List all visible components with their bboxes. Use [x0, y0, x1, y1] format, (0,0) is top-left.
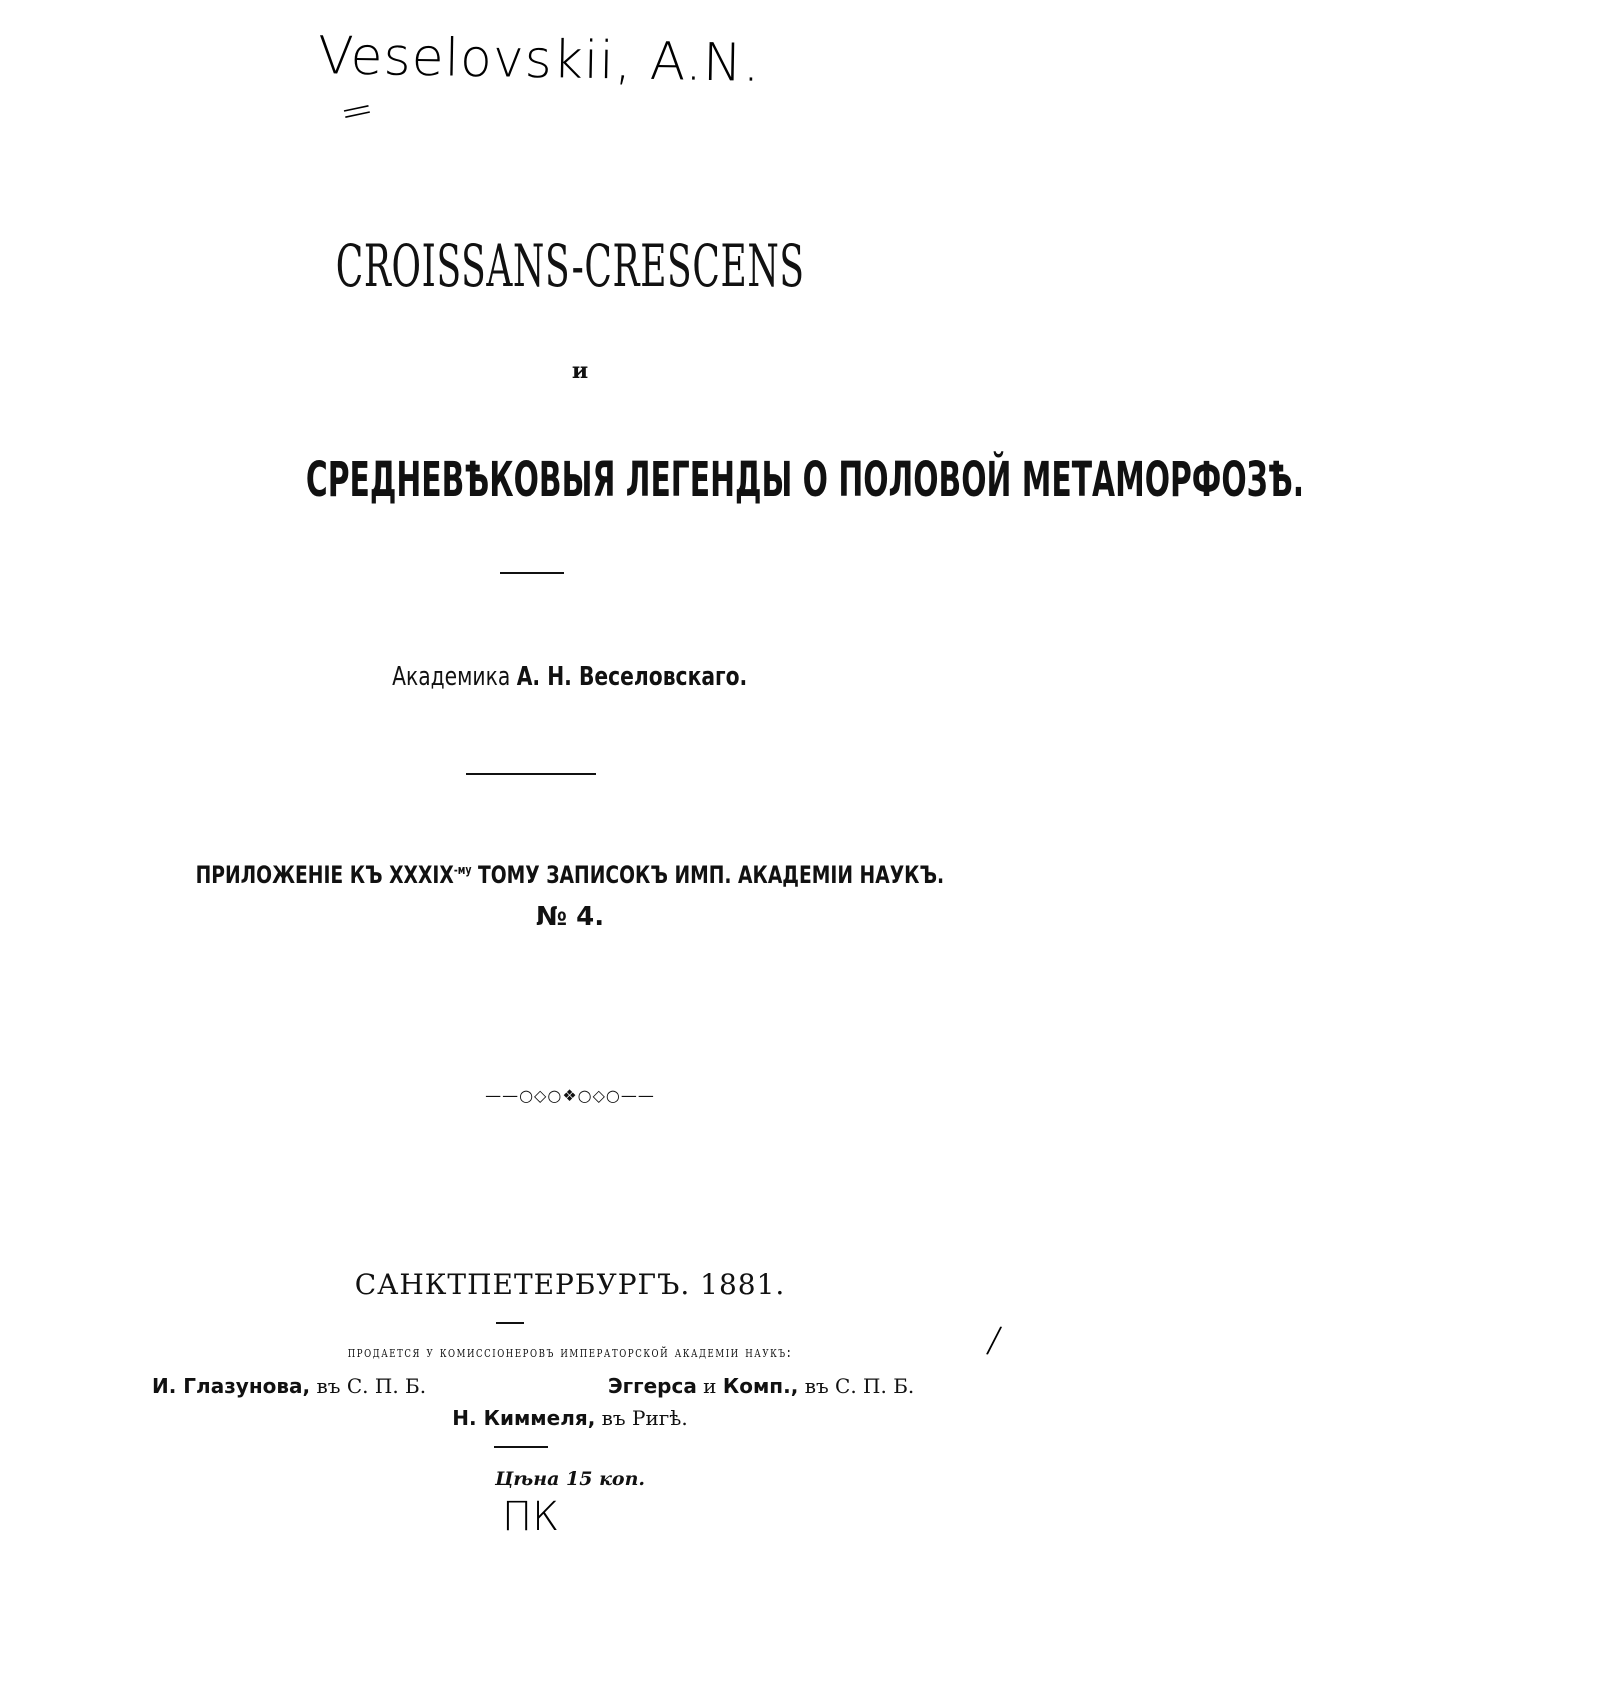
subtitle-text: СРЕДНЕВѢКОВЫЯ ЛЕГЕНДЫ О ПОЛОВОЙ МЕТАМОРФОЗѢ. [305, 452, 1305, 508]
supplement-superscript: -му [453, 863, 472, 877]
subtitle [0, 452, 1305, 508]
page-title-text: CROISSANS-CRESCENS [335, 232, 805, 300]
handwritten-margin-mark: / [984, 1319, 1004, 1362]
seller-name: Н. Киммеля, [452, 1406, 596, 1430]
ornament-rule: ——○◇○❖○◇○—— [485, 1086, 655, 1105]
conjunction: и [571, 358, 589, 384]
seller-name: Эггерса [608, 1374, 697, 1398]
handwritten-bottom-mark: ПК [502, 1494, 560, 1540]
seller-glazunov [152, 1374, 426, 1398]
price: Цѣна 15 коп. [494, 1468, 646, 1490]
divider-rule [466, 773, 596, 775]
seller-place: въ Ригѣ. [601, 1406, 688, 1430]
sold-by-line: продается у комиссіонеровъ императорской академіи наукъ: [347, 1342, 793, 1361]
supplement-start: ПРИЛОЖЕНІЕ КЪ XXXIX [195, 861, 454, 889]
author-prefix: Академика [392, 662, 511, 692]
seller-eggers [608, 1374, 914, 1398]
supplement-end: ТОМУ ЗАПИСОКЪ ИМП. АКАДЕМІИ НАУКЪ. [478, 861, 945, 889]
handwritten-author-note: Veselovskii, A.N. [317, 26, 761, 94]
issue-number: № 4. [535, 902, 605, 932]
handwritten-equals-mark: = [335, 85, 378, 137]
seller-name: И. Глазунова, [152, 1374, 311, 1398]
divider-rule [500, 572, 564, 574]
seller-comp: Комп., [722, 1374, 799, 1398]
divider-rule [496, 1322, 524, 1324]
city-year: САНКТПЕТЕРБУРГЪ. 1881. [354, 1268, 786, 1301]
seller-place: въ С. П. Б. [804, 1374, 915, 1398]
divider-rule [494, 1446, 548, 1448]
seller-place: въ С. П. Б. [316, 1374, 427, 1398]
seller-and: и [703, 1374, 717, 1398]
author-line [0, 662, 1140, 692]
page-title [0, 232, 1140, 300]
seller-kimmel [0, 1406, 1140, 1430]
supplement-line [0, 861, 1140, 889]
author-name: А. Н. Веселовскаго. [517, 662, 748, 692]
